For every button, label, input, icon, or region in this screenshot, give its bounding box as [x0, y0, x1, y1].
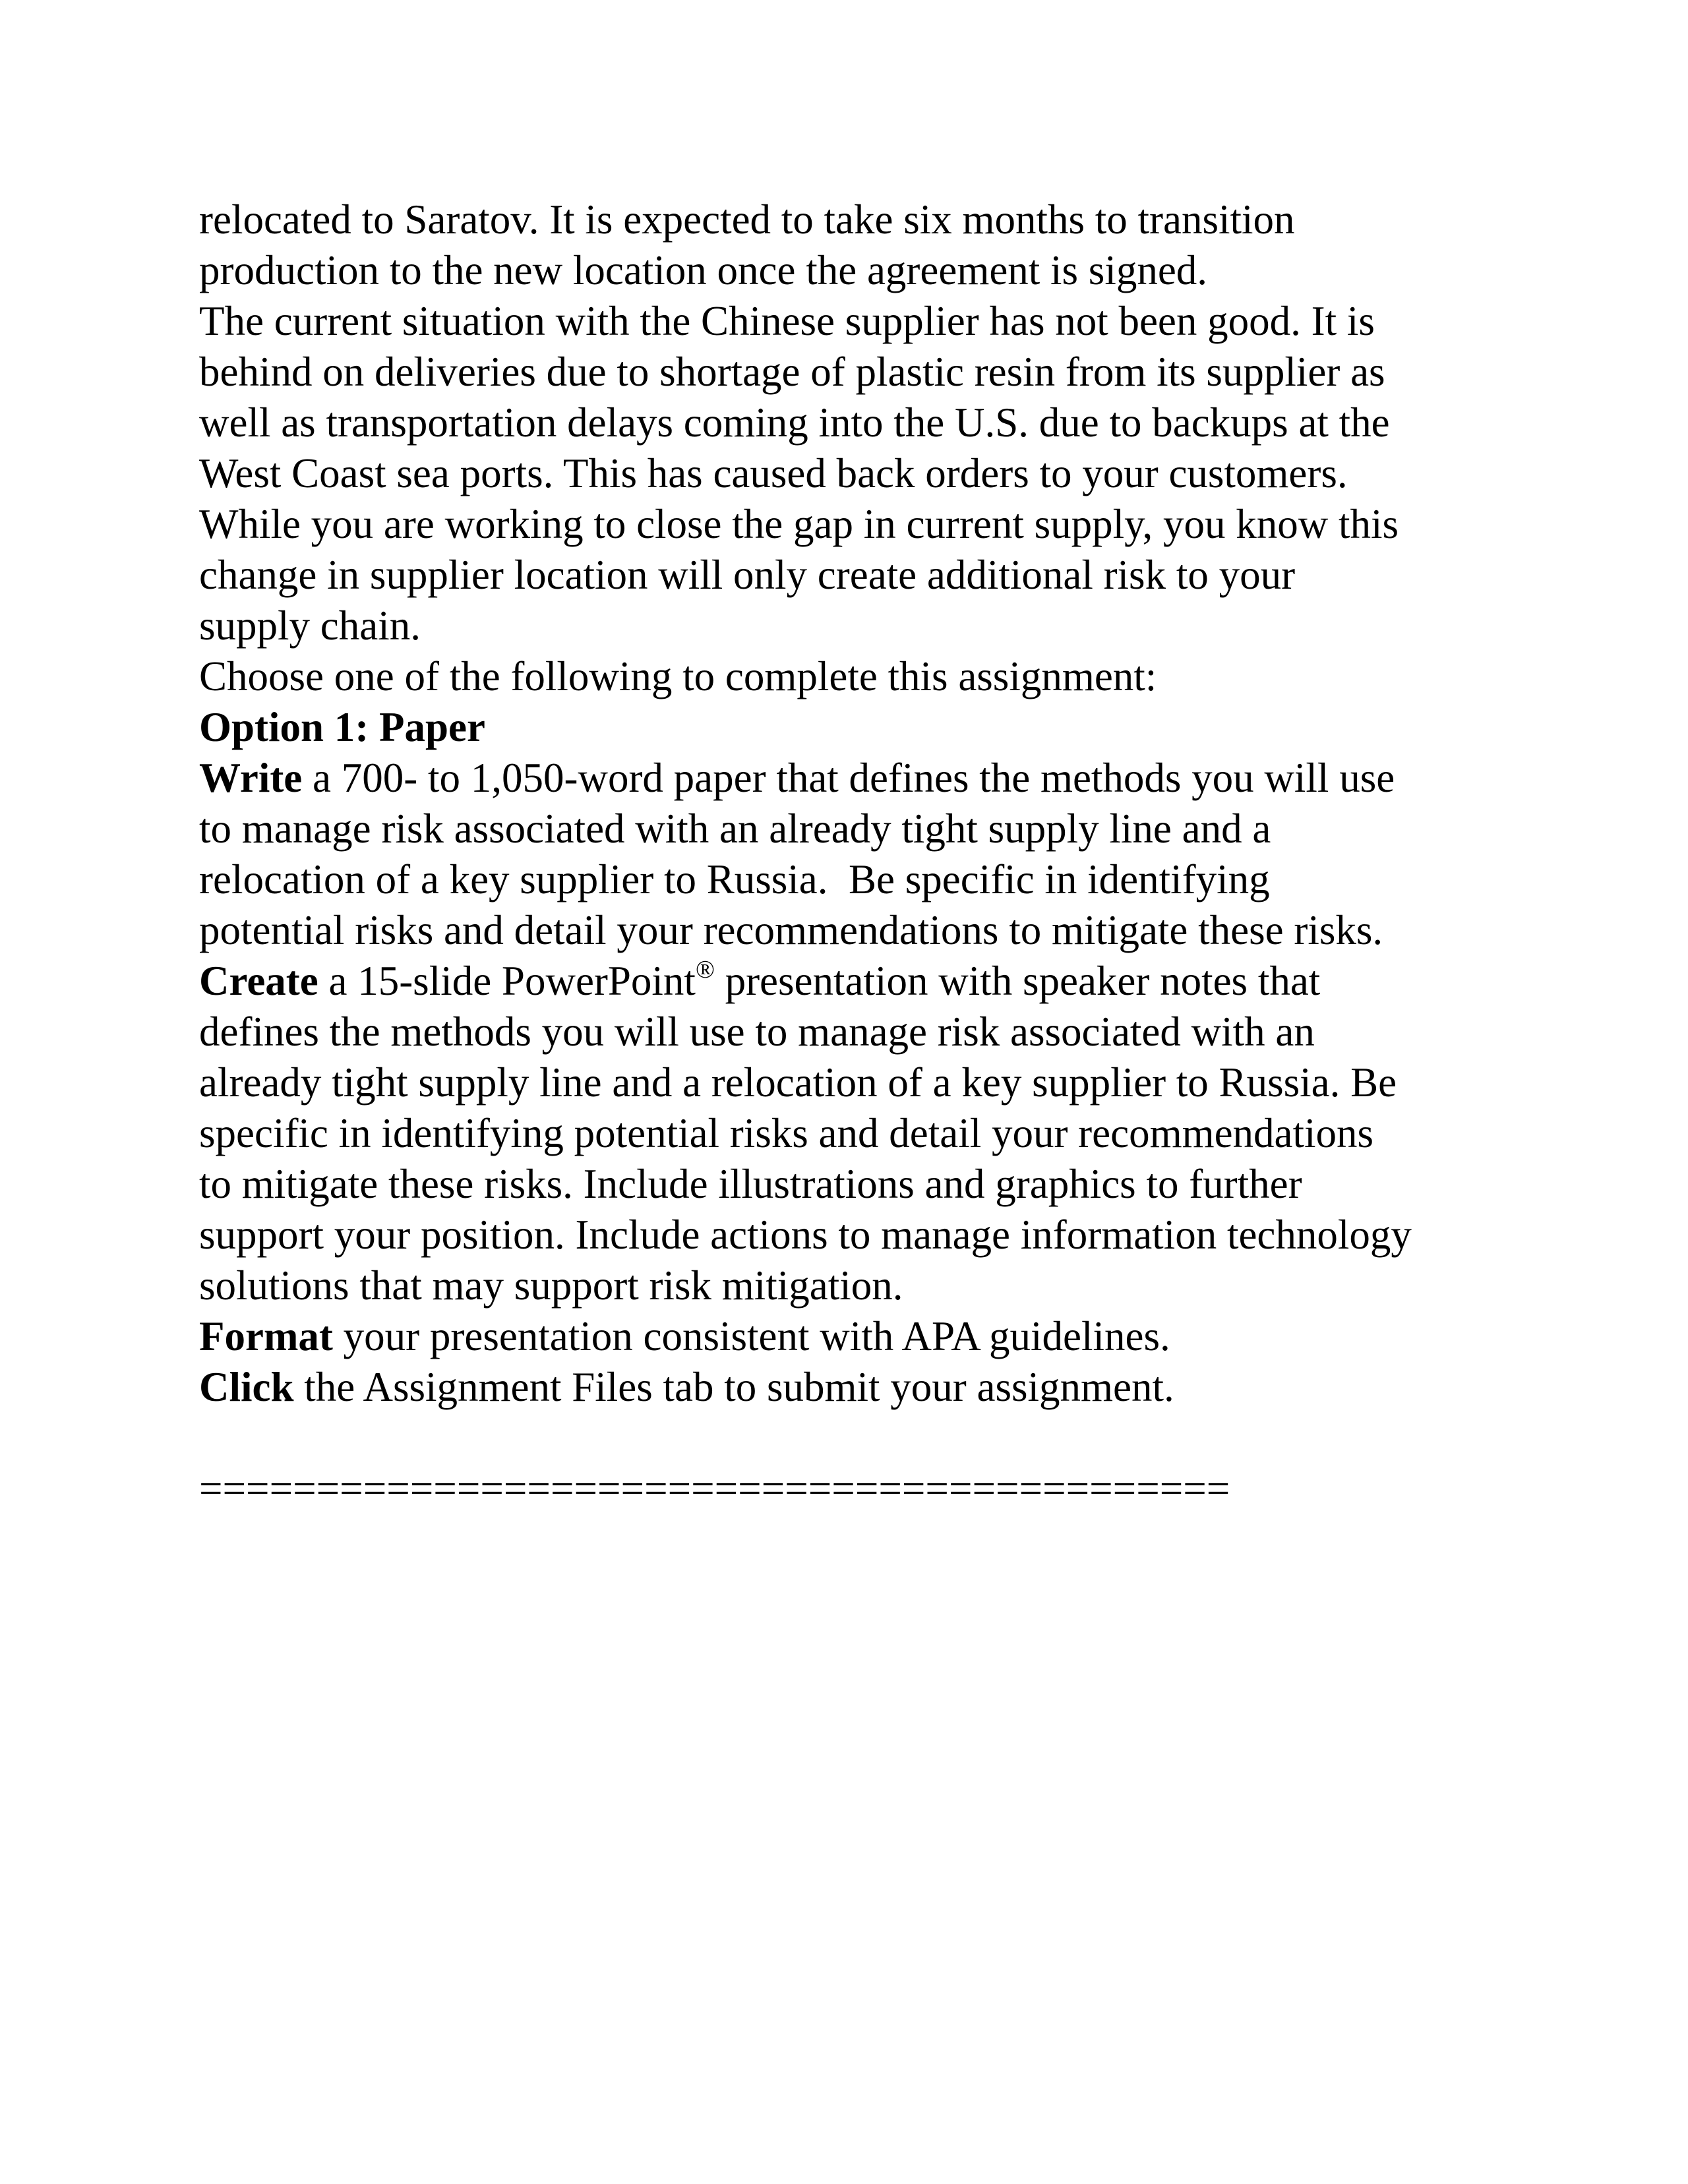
blank-line	[199, 1413, 1518, 1463]
document-body	[199, 194, 1518, 1514]
format-keyword: Format	[199, 1313, 333, 1359]
format-text: your presentation consistent with APA guidelines.	[332, 1313, 1170, 1359]
text-line: to mitigate these risks. Include illustrations and graphics to further	[199, 1161, 1302, 1207]
option-heading: Option 1: Paper	[199, 704, 485, 750]
create-keyword: Create	[199, 958, 318, 1004]
write-keyword: Write	[199, 755, 303, 801]
text-line: to manage risk associated with an already tight supply line and a	[199, 806, 1271, 852]
text-line: specific in identifying potential risks and detail your recommendations	[199, 1110, 1374, 1156]
text-line: support your position. Include actions to manage information technology	[199, 1212, 1412, 1258]
click-keyword: Click	[199, 1364, 294, 1410]
format-instruction-line	[199, 1311, 1518, 1362]
click-instruction-line	[199, 1362, 1518, 1413]
create-instruction-line	[199, 956, 1518, 1007]
text-line: The current situation with the Chinese supplier has not been good. It is	[199, 298, 1375, 344]
write-instruction-line	[199, 753, 1518, 804]
text-line: relocated to Saratov. It is expected to take six months to transition	[199, 196, 1295, 243]
text-line: change in supplier location will only create additional risk to your	[199, 552, 1296, 598]
text-line: production to the new location once the agreement is signed.	[199, 247, 1208, 293]
text-line: already tight supply line and a relocation of a key supplier to Russia. Be	[199, 1059, 1397, 1106]
text-line: Choose one of the following to complete this assignment:	[199, 653, 1157, 699]
text-line: While you are working to close the gap in current supply, you know this	[199, 501, 1399, 547]
create-text-tail: presentation with speaker notes that	[714, 958, 1321, 1004]
write-text: a 700- to 1,050-word paper that defines the methods you will use	[302, 755, 1395, 801]
text-line: defines the methods you will use to manage risk associated with an	[199, 1009, 1315, 1055]
click-text: the Assignment Files tab to submit your assignment.	[293, 1364, 1174, 1410]
text-line: well as transportation delays coming into the U.S. due to backups at the	[199, 399, 1390, 446]
text-line: behind on deliveries due to shortage of plastic resin from its supplier as	[199, 349, 1385, 395]
text-line: solutions that may support risk mitigation.	[199, 1262, 903, 1309]
text-line: relocation of a key supplier to Russia. Be specific in identifying	[199, 856, 1270, 902]
create-text: a 15-slide PowerPoint	[318, 958, 696, 1004]
divider-line: ============================================	[199, 1465, 1230, 1512]
text-line: West Coast sea ports. This has caused back orders to your customers.	[199, 450, 1348, 496]
registered-trademark-mark: ®	[695, 956, 715, 984]
text-line: potential risks and detail your recommendations to mitigate these risks.	[199, 907, 1383, 953]
text-line: supply chain.	[199, 603, 421, 649]
